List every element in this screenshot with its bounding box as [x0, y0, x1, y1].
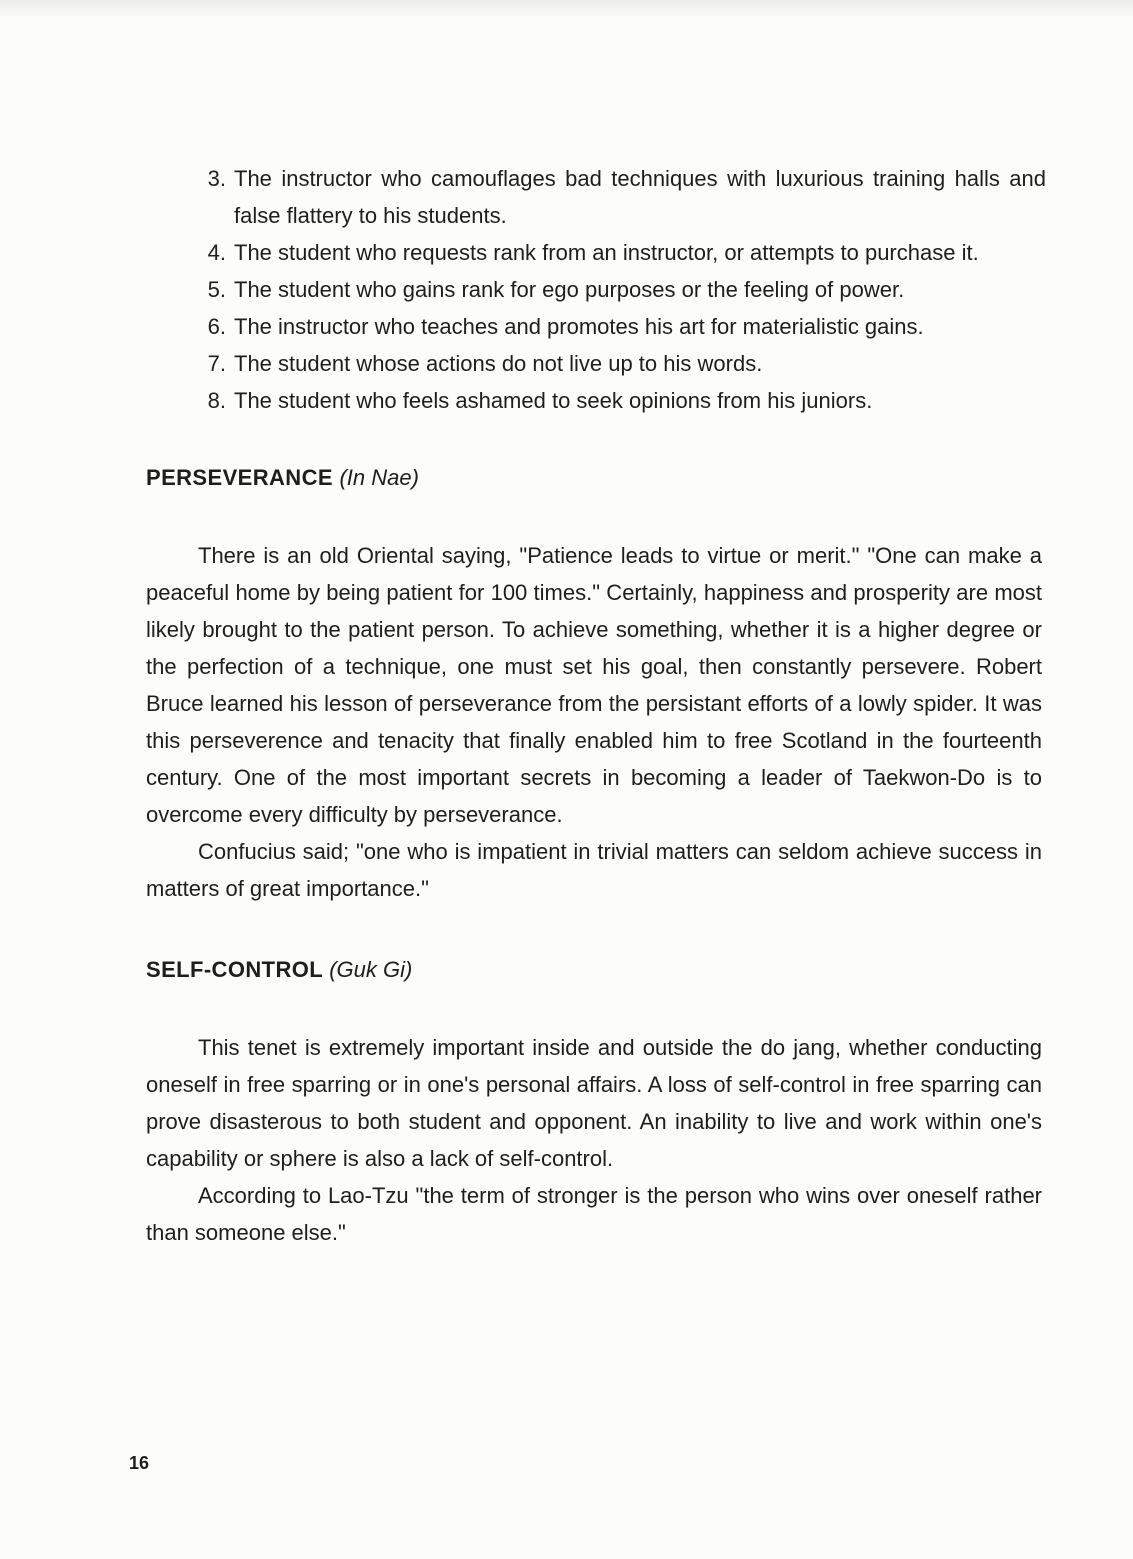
list-item — [146, 382, 1046, 419]
list-item-text: The student who requests rank from an instructor, or attempts to purchase it. — [234, 240, 979, 265]
list-item-number: 7. — [207, 351, 226, 376]
list-item-text: The student who feels ashamed to seek opinions from his juniors. — [234, 388, 873, 413]
list-item-text: The instructor who camouflages bad techniques with luxurious training halls and false flattery to his students. — [234, 166, 1046, 228]
list-item-text: The student whose actions do not live up to his words. — [234, 351, 763, 376]
page-number: 16 — [129, 1453, 150, 1473]
page-content — [146, 160, 1046, 1251]
self-control-heading — [146, 955, 1046, 985]
list-item-number: 5. — [207, 277, 226, 302]
list-item-text: The student who gains rank for ego purposes or the feeling of power. — [234, 277, 905, 302]
list-item — [146, 271, 1046, 308]
list-item-number: 4. — [207, 240, 226, 265]
list-item-number: 6. — [207, 314, 226, 339]
list-item — [146, 160, 1046, 234]
self-control-heading-korean: (Guk Gi) — [329, 957, 413, 982]
page-top-edge — [0, 0, 1133, 20]
numbered-list — [146, 160, 1046, 419]
self-control-paragraph: This tenet is extremely important inside and outside the do jang, whether conducting oneself in free sparring or in one's personal affairs. A loss of self-control in free sparring can prove disasterous to both student and opponent. An inability to live and work within one's capability or sphere is also a lack of self-control. — [146, 1035, 1042, 1171]
list-item-number: 8. — [207, 388, 226, 413]
perseverance-heading-korean: (In Nae) — [339, 465, 419, 490]
perseverance-heading — [146, 463, 1046, 493]
list-item-text: The instructor who teaches and promotes his art for materialistic gains. — [234, 314, 924, 339]
perseverance-paragraph: There is an old Oriental saying, "Patience leads to virtue or merit." "One can make a peaceful home by being patient for 100 times." Certainly, happiness and prosperity are most likely brought to the patient person. To achieve something, whether it is a higher degree or the perfection of a technique, one must set his goal, then constantly persevere. Robert Bruce learned his lesson of perseverance from the persistant efforts of a lowly spider. It was this perseverence and tenacity that finally enabled him to free Scotland in the fourteenth century. One of the most important secrets in becoming a leader of Taekwon-Do is to overcome every difficulty by perseverance. — [146, 543, 1042, 827]
perseverance-heading-text: PERSEVERANCE — [146, 465, 333, 490]
self-control-quote-paragraph: According to Lao-Tzu "the term of stronger is the person who wins over oneself rather than someone else." — [146, 1183, 1042, 1245]
list-item — [146, 234, 1046, 271]
perseverance-quote-paragraph: Confucius said; "one who is impatient in trivial matters can seldom achieve success in matters of great importance." — [146, 839, 1042, 901]
list-item — [146, 345, 1046, 382]
list-item — [146, 308, 1046, 345]
list-item-number: 3. — [207, 166, 226, 191]
self-control-heading-text: SELF-CONTROL — [146, 957, 323, 982]
